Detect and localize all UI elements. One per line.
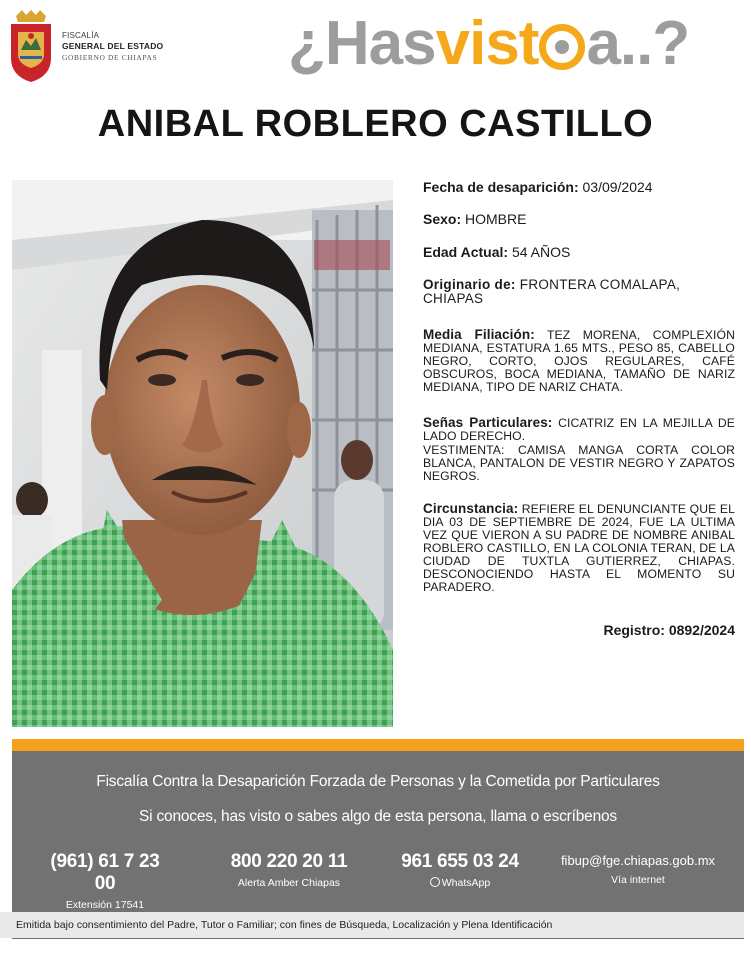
footer-call-to-action: Si conoces, has visto o sabes algo de esta persona, llama o escríbenos <box>139 808 617 825</box>
orange-divider <box>12 739 744 751</box>
slogan-part2: vist <box>435 9 539 78</box>
whatsapp-number[interactable]: 961 655 03 24 <box>401 851 519 872</box>
eye-icon <box>539 24 585 70</box>
field-edad <box>423 245 735 259</box>
amber-alert-number[interactable]: 800 220 20 11 <box>230 851 348 872</box>
filiacion-label: Media Filiación: <box>423 327 535 342</box>
field-senas <box>423 416 735 443</box>
registro-label: Registro: <box>603 622 665 638</box>
amber-alert-caption: Alerta Amber Chiapas <box>237 877 341 889</box>
footer-agency: Fiscalía Contra la Desaparición Forzada de Personas y la Cometida por Particulares <box>96 773 660 790</box>
vestimenta-label: VESTIMENTA: <box>423 443 505 457</box>
contact-whatsapp[interactable] <box>395 851 525 889</box>
phone-number[interactable]: (961) 61 7 23 00 <box>50 851 160 894</box>
consent-note: Emitida bajo consentimiento del Padre, Tutor o Familiar; con fines de Búsqueda, Localización y Plena Identificación <box>16 919 553 931</box>
filiacion-value: TEZ MORENA, COMPLEXIÓN MEDIANA, ESTATURA 1.65 MTS., PESO 85, CABELLO NEGRO, CORTO, OJOS REGULARES, CAFÉ OBSCUROS, BOCA MEDIANA, TAMAÑO DE NARIZ MEDIANA, TIPO DE NARIZ CHATA. <box>423 328 735 394</box>
senas-label: Señas Particulares: <box>423 415 553 430</box>
whatsapp-caption-row <box>395 877 525 889</box>
org-line2: GENERAL DEL ESTADO <box>62 41 164 51</box>
state-seal-logo <box>8 10 54 84</box>
circunstancia-value: REFIERE EL DENUNCIANTE QUE EL DIA 03 DE SEPTIEMBRE DE 2024, FUE LA ULTIMA VEZ QUE VIERON A SU PADRE DE NOMBRE ANIBAL ROBLERO CASTILLO, EN LA COLONIA TERAN, DE LA CIUDAD DE TUXTLA GUTIERREZ, CHIAPAS. DESCONOCIENDO HASTA EL MOMENTO SU PARADERO. <box>423 502 735 594</box>
edad-label: Edad Actual: <box>423 244 509 260</box>
header <box>0 0 751 95</box>
consent-bar <box>0 912 744 938</box>
field-vestimenta <box>423 444 735 483</box>
field-fecha <box>423 180 735 194</box>
phone-extension: Extensión 17541 <box>65 899 145 911</box>
campaign-slogan <box>288 4 689 84</box>
contact-amber-alert[interactable] <box>224 851 354 889</box>
person-photo <box>12 180 393 727</box>
slogan-part3: a..? <box>586 9 690 78</box>
circunstancia-label: Circunstancia: <box>423 501 519 516</box>
person-name: ANIBAL ROBLERO CASTILLO <box>97 103 654 145</box>
contact-email[interactable] <box>558 851 718 886</box>
field-filiacion <box>423 328 735 394</box>
org-name <box>62 30 163 63</box>
slogan-part1: ¿Has <box>288 9 436 78</box>
registro-value: 0892/2024 <box>668 622 735 638</box>
origen-label: Originario de: <box>423 277 516 292</box>
email-address[interactable]: fibup@fge.chiapas.gob.mx <box>560 853 716 868</box>
field-sexo <box>423 212 735 226</box>
registro <box>603 623 735 637</box>
whatsapp-icon <box>430 877 440 887</box>
org-line1: FISCALÍA <box>62 31 100 40</box>
contact-phone[interactable] <box>40 851 170 911</box>
email-caption: Vía internet <box>611 874 665 886</box>
org-line3: GOBIERNO DE CHIAPAS <box>62 53 158 62</box>
origen-value: FRONTERA COMALAPA, CHIAPAS <box>423 277 681 306</box>
edad-value: 54 AÑOS <box>511 244 571 260</box>
senas-value: CICATRIZ EN LA MEJILLA DE LADO DERECHO. <box>423 416 735 443</box>
field-circunstancia <box>423 502 735 594</box>
fecha-value: 03/09/2024 <box>582 179 653 195</box>
whatsapp-caption: WhatsApp <box>441 877 491 889</box>
footer <box>12 751 744 939</box>
sexo-value: HOMBRE <box>465 211 527 227</box>
vestimenta-value: CAMISA MANGA CORTA COLOR BLANCA, PANTALON DE VESTIR NEGRO Y ZAPATOS NEGROS. <box>423 443 735 483</box>
sexo-label: Sexo: <box>423 211 462 227</box>
fecha-label: Fecha de desaparición: <box>423 179 579 195</box>
field-origen <box>423 278 735 306</box>
